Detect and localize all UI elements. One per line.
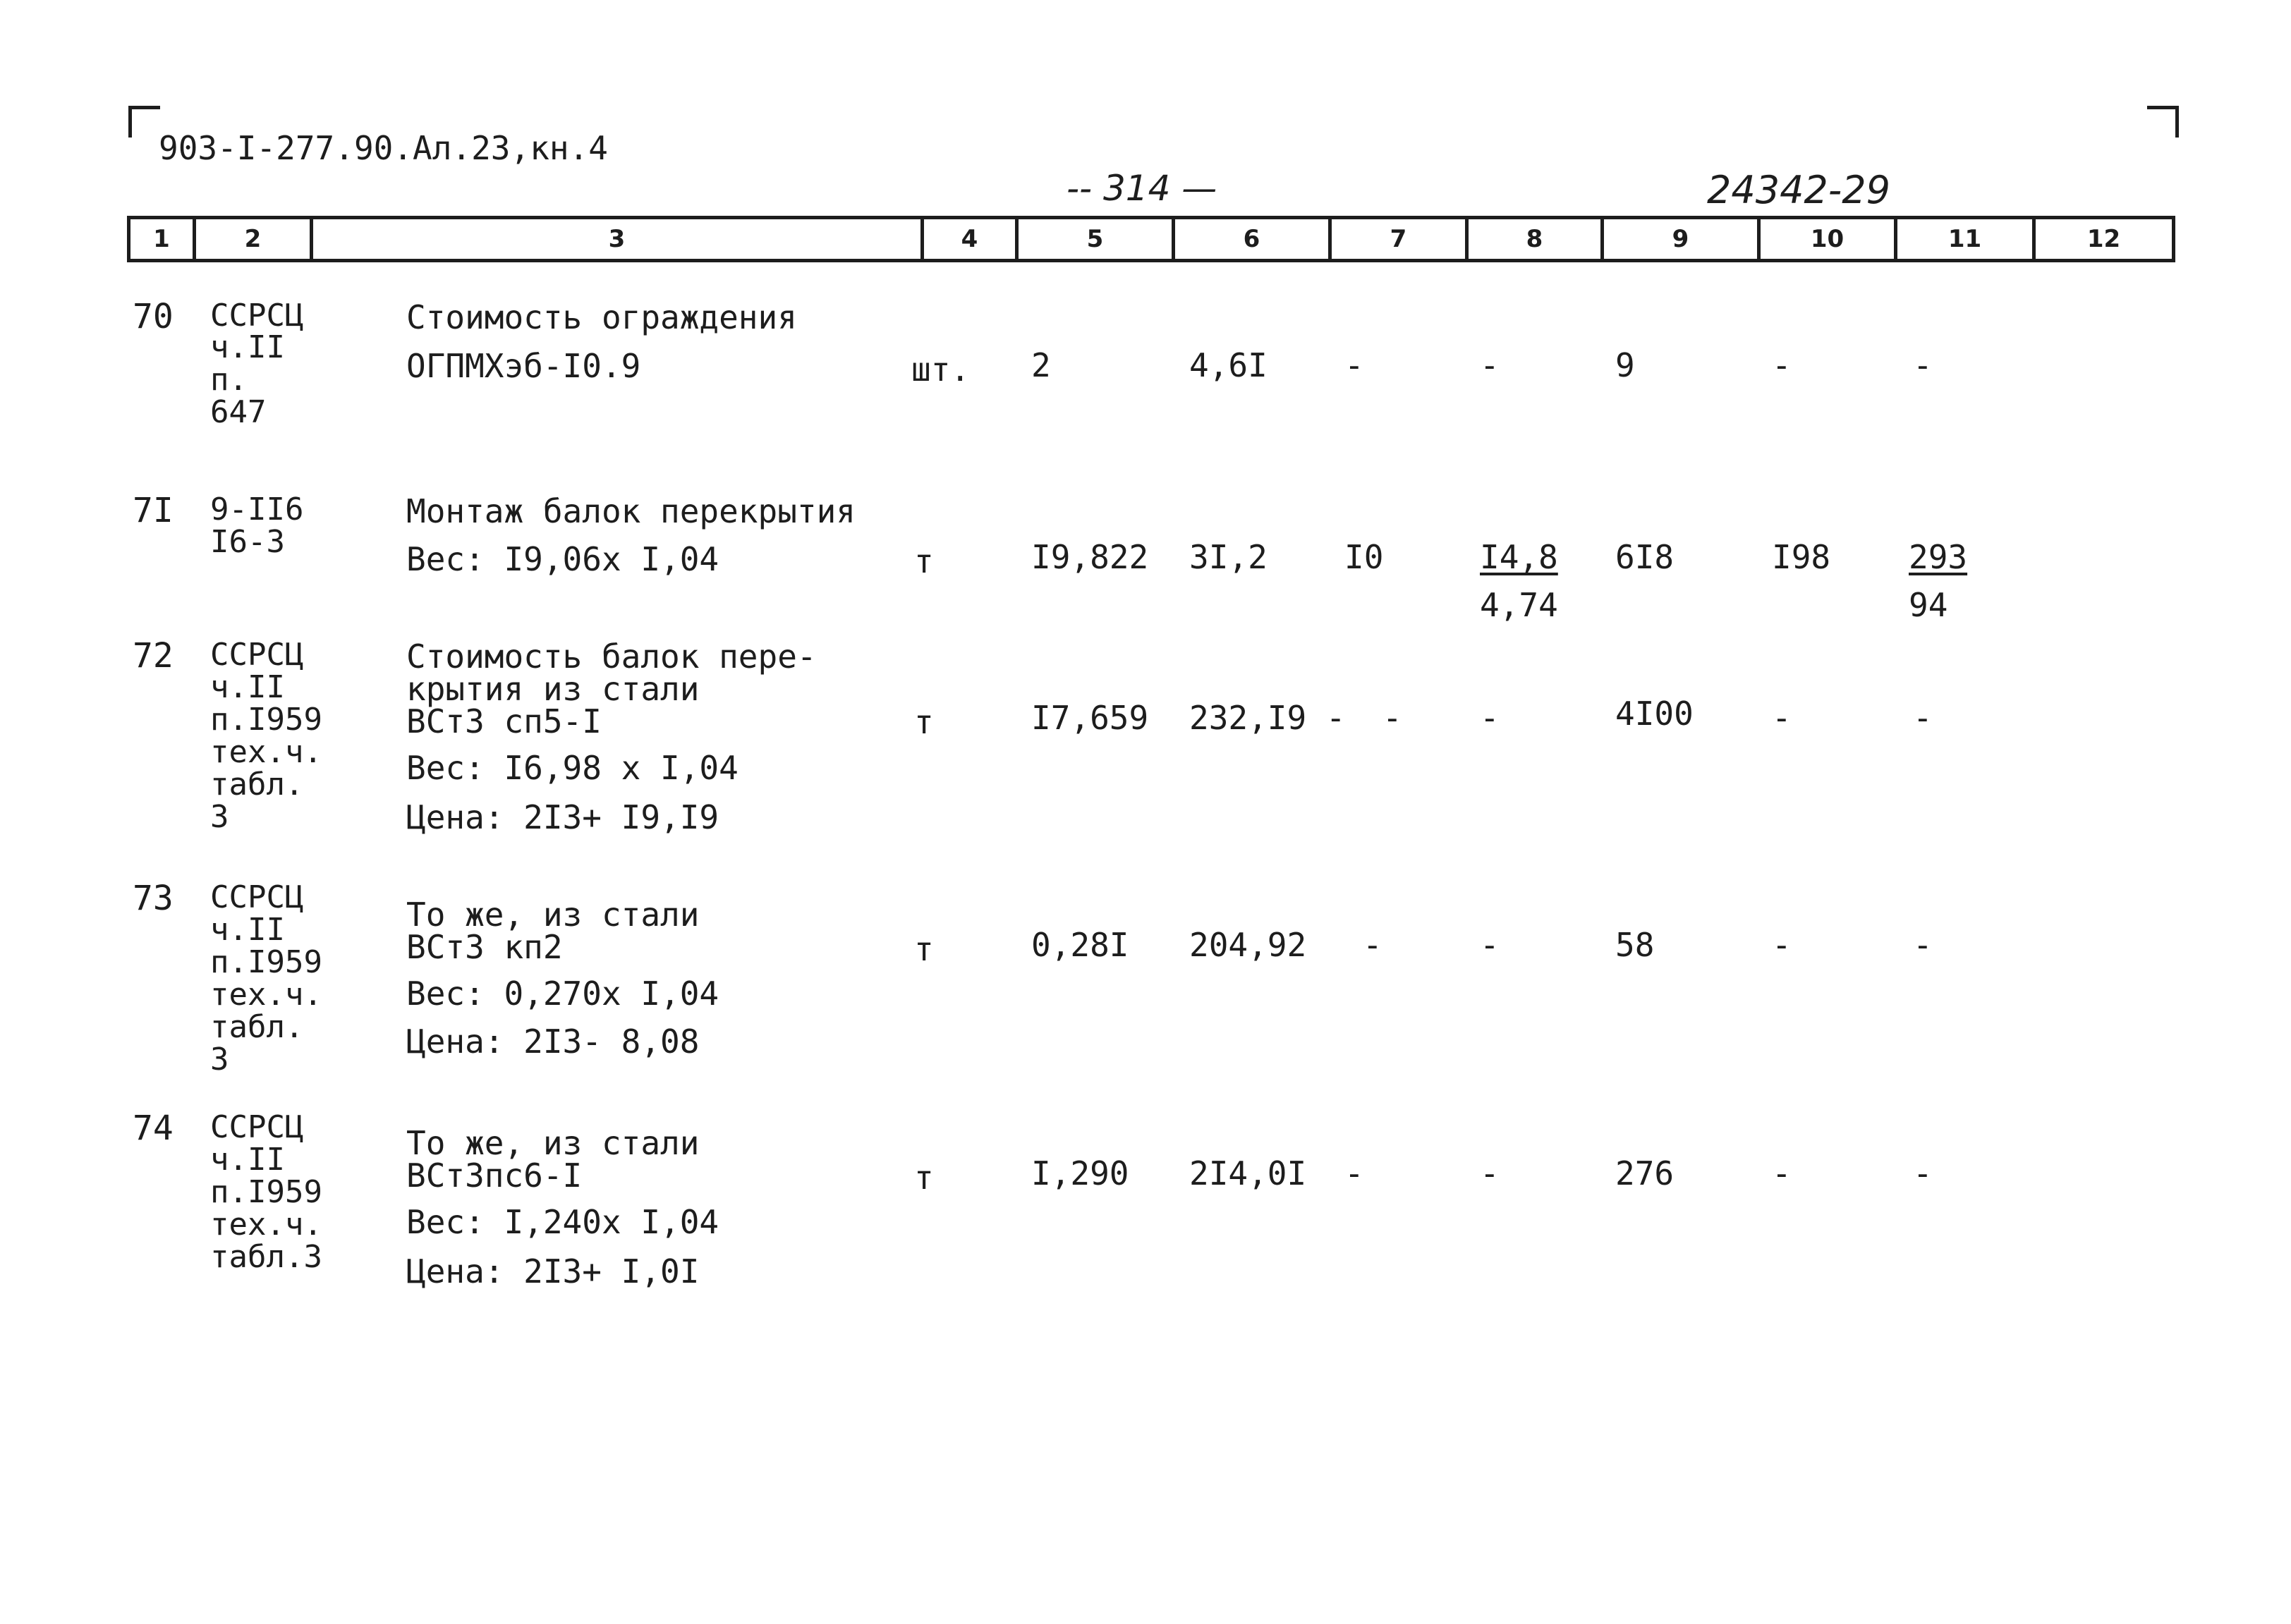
reference-line: табл.: [210, 767, 304, 802]
col8-cell: I4,8: [1480, 538, 1558, 576]
table-header: [127, 216, 2175, 262]
reference-line: 647: [210, 394, 267, 430]
column-header: 3: [310, 219, 920, 259]
price-cell: 204,92: [1189, 926, 1307, 964]
reference-line: п.I959: [210, 1174, 322, 1210]
column-header: 4: [920, 219, 1015, 259]
unit-cell: шт.: [911, 350, 971, 389]
reference-line: тех.ч.: [210, 734, 322, 770]
page-number: -- 314 —: [1066, 168, 1217, 209]
reference-line: ч.II: [210, 329, 285, 365]
price-cell: 3I,2: [1189, 538, 1268, 576]
col7-cell: -: [1344, 1154, 1364, 1192]
col8-second-line: 4,74: [1480, 586, 1558, 624]
unit-cell: т: [914, 930, 934, 968]
col10-cell: I98: [1772, 538, 1831, 576]
corner-mark-top-left: [128, 106, 160, 138]
col9-cell: 4I00: [1615, 695, 1694, 733]
row-number: 74: [133, 1109, 174, 1148]
quantity-cell: I,290: [1031, 1154, 1129, 1192]
col10-cell: -: [1772, 699, 1792, 737]
column-header: 9: [1600, 219, 1757, 259]
description-line: Вес: I,240x I,04: [406, 1203, 719, 1241]
row-number: 72: [133, 636, 174, 676]
unit-cell: т: [914, 542, 934, 580]
reference-line: п.I959: [210, 944, 322, 980]
description-line: Стоимость балок пере-: [406, 637, 817, 676]
col7-cell: -: [1344, 346, 1364, 384]
reference-line: тех.ч.: [210, 977, 322, 1013]
quantity-cell: 0,28I: [1031, 926, 1129, 964]
reference-line: ч.II: [210, 1142, 285, 1178]
description-line: ВСт3пс6-I: [406, 1156, 583, 1195]
description-line: ВСт3 кп2: [406, 928, 563, 966]
column-header: 1: [153, 225, 170, 253]
col11-cell: -: [1913, 1154, 1933, 1192]
column-header: 7: [1328, 219, 1465, 259]
reference-line: п.: [210, 362, 248, 398]
description-line: Цена: 2I3- 8,08: [406, 1022, 700, 1061]
price-cell: 4,6I: [1189, 346, 1268, 384]
col8-cell: -: [1480, 1154, 1500, 1192]
column-header: 11: [1894, 219, 2032, 259]
col11-cell: -: [1913, 346, 1933, 384]
col9-cell: 276: [1615, 1154, 1675, 1192]
description-line: Вес: I6,98 x I,04: [406, 749, 739, 787]
col8-cell: -: [1480, 926, 1500, 964]
col8-cell: -: [1480, 699, 1500, 737]
reference-line: ССРСЦ: [210, 298, 304, 334]
col11-cell: -: [1913, 926, 1933, 964]
column-header: 2: [193, 219, 310, 259]
col9-cell: 6I8: [1615, 538, 1675, 576]
description-line: Цена: 2I3+ I,0I: [406, 1252, 700, 1290]
reference-line: I6-3: [210, 524, 285, 560]
col11-cell: -: [1913, 699, 1933, 737]
column-header: 12: [2032, 219, 2172, 259]
description-line: ВСт3 сп5-I: [406, 702, 602, 740]
column-header: 10: [1757, 219, 1894, 259]
reference-line: 9-II6: [210, 492, 304, 527]
price-cell: 232,I9 -: [1189, 699, 1346, 737]
description-line: То же, из стали: [406, 896, 700, 934]
column-header: 8: [1465, 219, 1600, 259]
reference-line: тех.ч.: [210, 1207, 322, 1243]
corner-mark-top-right: [2147, 106, 2179, 138]
col9-cell: 9: [1615, 346, 1635, 384]
unit-cell: т: [914, 703, 934, 741]
col10-cell: -: [1772, 346, 1792, 384]
col10-cell: -: [1772, 926, 1792, 964]
description-line: крытия из стали: [406, 670, 700, 708]
col9-cell: 58: [1615, 926, 1655, 964]
col10-cell: -: [1772, 1154, 1792, 1192]
col7-cell: I0: [1344, 538, 1384, 576]
description-line: То же, из стали: [406, 1124, 700, 1162]
reference-line: ч.II: [210, 669, 285, 705]
reference-line: ч.II: [210, 912, 285, 948]
description-line: Цена: 2I3+ I9,I9: [406, 798, 719, 836]
reference-line: 3: [210, 1042, 229, 1077]
row-number: 73: [133, 879, 174, 918]
description-line: Стоимость ограждения: [406, 298, 797, 336]
reference-line: табл.3: [210, 1239, 322, 1275]
column-header: 6: [1172, 219, 1328, 259]
column-header: 5: [1015, 219, 1172, 259]
reference-line: ССРСЦ: [210, 1109, 304, 1145]
reference-line: ССРСЦ: [210, 637, 304, 673]
reference-line: табл.: [210, 1009, 304, 1045]
quantity-cell: I9,822: [1031, 538, 1149, 576]
quantity-cell: 2: [1031, 346, 1051, 384]
description-line: Вес: I9,06x I,04: [406, 540, 719, 578]
price-cell: 2I4,0I: [1189, 1154, 1307, 1192]
row-number: 7I: [133, 491, 174, 530]
reference-line: ССРСЦ: [210, 879, 304, 915]
description-line: Вес: 0,270x I,04: [406, 975, 719, 1013]
document-code: 903-I-277.90.Ал.23,кн.4: [159, 129, 608, 167]
reference-line: п.I959: [210, 702, 322, 738]
quantity-cell: I7,659: [1031, 699, 1149, 737]
row-number: 70: [133, 297, 174, 336]
description-line: Монтаж балок перекрытия: [406, 492, 856, 530]
description-line: ОГПМХэб-I0.9: [406, 347, 641, 385]
col7-cell: -: [1363, 926, 1382, 964]
col11-cell: 293: [1909, 538, 1968, 576]
sheet-code: 24342-29: [1707, 168, 1890, 212]
reference-line: 3: [210, 799, 229, 835]
col11-second-line: 94: [1909, 586, 1948, 624]
col8-cell: -: [1480, 346, 1500, 384]
unit-cell: т: [914, 1159, 934, 1197]
col7-cell: -: [1382, 699, 1402, 737]
